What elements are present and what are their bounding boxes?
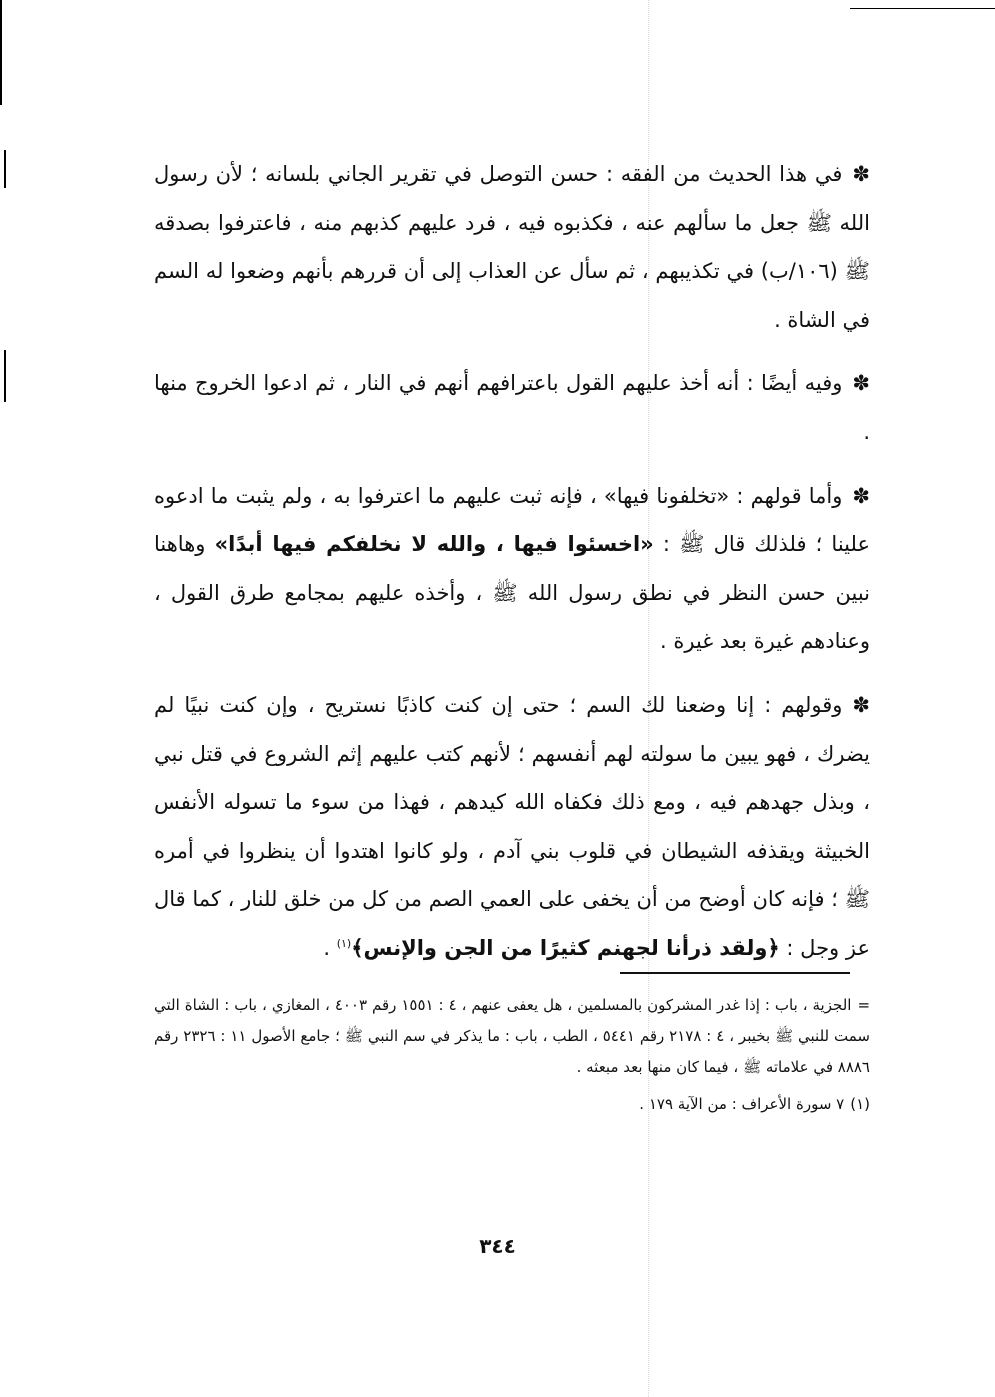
paragraph-3 [154, 472, 870, 666]
scan-edge-line-middle [4, 150, 6, 188]
footnote-text: ٧ سورة الأعراف : من الآية ١٧٩ . [639, 1095, 845, 1113]
main-text [154, 150, 870, 988]
paragraph-4 [154, 681, 870, 973]
page-number: ٣٤٤ [479, 1234, 516, 1258]
footnote-continued [154, 990, 870, 1083]
hadith-quote: «اخسئوا فيها ، والله لا نخلفكم فيها أبدًا» [214, 532, 654, 557]
paragraph-marker: ✽ [852, 483, 870, 508]
footnote-label: = [857, 996, 871, 1014]
paragraph-text: وأما قولهم : «تخلفونا فيها» ، فإنه ثبت عليهم ما اعترفوا به ، ولم يثبت ما ادعوه علينا ؛ فلذلك قال ﷺ : [154, 483, 870, 557]
quran-verse: ﴿ولقد ذرأنا لجهنم كثيرًا من الجن والإنس﴾ [351, 935, 780, 960]
paragraph-2 [154, 359, 870, 456]
paragraph-marker: ✽ [852, 371, 870, 396]
footnote-ref: (١) [336, 936, 352, 950]
paragraph-1 [154, 150, 870, 344]
footnote-1 [154, 1089, 870, 1120]
paragraph-text: في هذا الحديث من الفقه : حسن التوصل في تقرير الجاني بلسانه ؛ لأن رسول الله ﷺ جعل ما سألهم عنه ، فكذبوه فيه ، فرد عليهم كذبهم منه ، فاعترفوا بصدقه ﷺ (١٠٦/ب) في تكذيبهم ، ثم سأل عن العذاب إلى أن قررهم بأنهم وضعوا له السم في الشاة . [154, 162, 870, 332]
paragraph-text: وقولهم : إنا وضعنا لك السم ؛ حتى إن كنت كاذبًا نستريح ، وإن كنت نبيًا لم يضرك ، فهو يبين ما سولته لهم أنفسهم ؛ لأنهم كتب عليهم إثم الشروع في قتل نبي ، وبذل جهدهم فيه ، ومع ذلك فكفاه الله كيدهم ، فهذا من سوء ما تسوله الأنفس الخبيثة ويقذفه الشيطان في قلوب بني آدم ، ولو كانوا اهتدوا أن ينظروا في أمره ﷺ ؛ فإنه كان أوضح من أن يخفى على العمي الصم من كل من خلق للنار ، كما قال عز وجل : [154, 692, 870, 960]
paragraph-text: وفيه أيضًا : أنه أخذ عليهم القول باعترافهم أنهم في النار ، ثم ادعوا الخروج منها . [154, 371, 870, 444]
scan-edge-line-top [0, 0, 2, 105]
paragraph-text-continued: وهاهنا نبين حسن النظر في نطق رسول الله ﷺ ، وأخذه عليهم بمجامع طرق القول ، وعنادهم غيرة بعد غيرة . [154, 532, 870, 654]
paragraph-marker: ✽ [852, 692, 870, 717]
footnote-text: الجزية ، باب : إذا غدر المشركون بالمسلمين ، هل يعفى عنهم ، ٤ : ١٥٥١ رقم ٤٠٠٣ ، المغازي ، باب : الشاة التي سمت للنبي ﷺ بخيبر ، ٤ : ٢١٧٨ رقم ٥٤٤١ ، الطب ، باب : ما يذكر في سم النبي ﷺ ؛ جامع الأصول ١١ : ٢٣٢٦ رقم ٨٨٨٦ في علاماته ﷺ ، فيما كان منها بعد مبعثه . [154, 996, 870, 1076]
footnote-divider [620, 972, 850, 974]
scan-edge-line-top-right [850, 8, 995, 9]
footnotes [154, 990, 870, 1126]
paragraph-end: . [323, 935, 331, 960]
footnote-label: (١) [850, 1095, 870, 1113]
paragraph-marker: ✽ [852, 162, 870, 186]
scan-edge-line-lower [4, 350, 6, 402]
